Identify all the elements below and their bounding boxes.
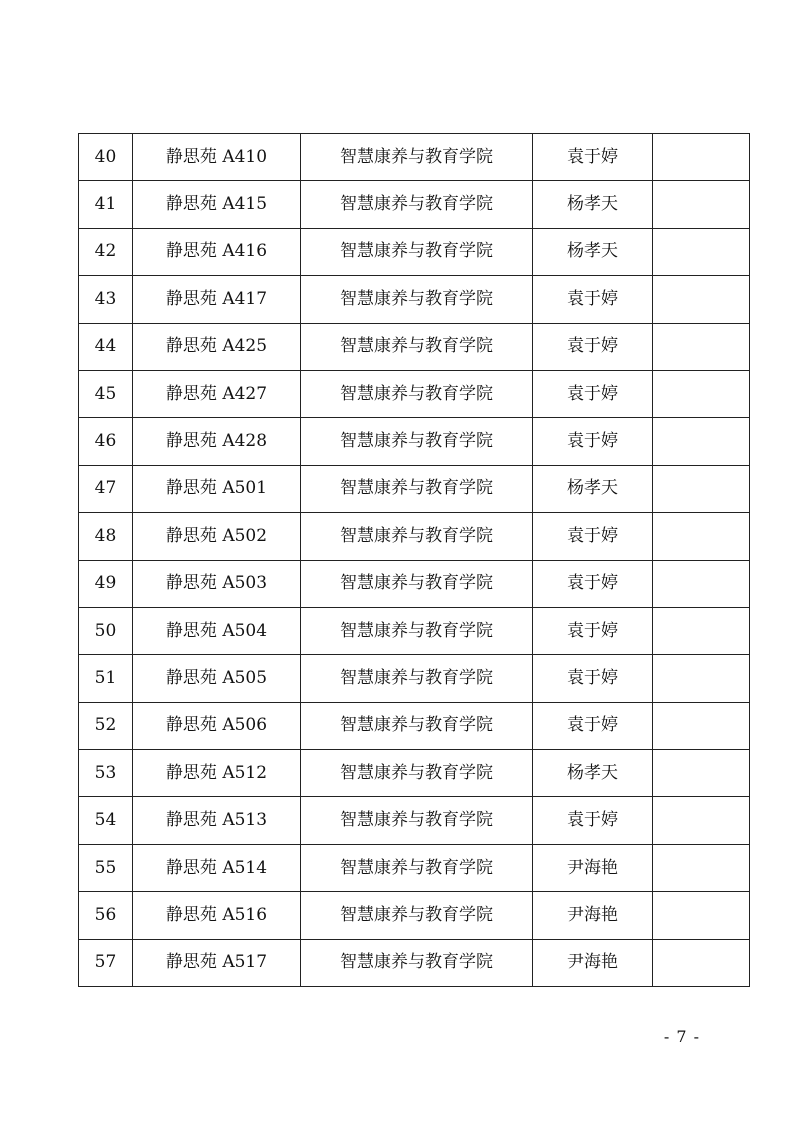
cell-number: 47 (79, 465, 133, 512)
cell-college: 智慧康养与教育学院 (301, 323, 533, 370)
cell-number: 44 (79, 323, 133, 370)
table-row (79, 939, 750, 986)
table-row (79, 134, 750, 181)
table-row (79, 276, 750, 323)
cell-person: 袁于婷 (533, 560, 653, 607)
page-number: - 7 - (663, 1027, 700, 1046)
table-row (79, 228, 750, 275)
cell-note (653, 560, 750, 607)
cell-college: 智慧康养与教育学院 (301, 465, 533, 512)
cell-number: 54 (79, 797, 133, 844)
cell-person: 尹海艳 (533, 844, 653, 891)
cell-note (653, 844, 750, 891)
cell-college: 智慧康养与教育学院 (301, 134, 533, 181)
cell-note (653, 702, 750, 749)
dormitory-table (78, 133, 750, 987)
cell-person: 袁于婷 (533, 418, 653, 465)
cell-room: 静思苑 A427 (133, 370, 301, 417)
cell-note (653, 465, 750, 512)
cell-college: 智慧康养与教育学院 (301, 892, 533, 939)
table-row (79, 560, 750, 607)
table-row (79, 844, 750, 891)
cell-college: 智慧康养与教育学院 (301, 844, 533, 891)
cell-college: 智慧康养与教育学院 (301, 228, 533, 275)
cell-person: 袁于婷 (533, 370, 653, 417)
cell-number: 53 (79, 750, 133, 797)
table-row (79, 607, 750, 654)
cell-person: 袁于婷 (533, 513, 653, 560)
cell-person: 袁于婷 (533, 134, 653, 181)
cell-number: 52 (79, 702, 133, 749)
table-row (79, 181, 750, 228)
cell-college: 智慧康养与教育学院 (301, 513, 533, 560)
cell-person: 袁于婷 (533, 702, 653, 749)
cell-college: 智慧康养与教育学院 (301, 750, 533, 797)
cell-number: 48 (79, 513, 133, 560)
cell-person: 杨孝天 (533, 465, 653, 512)
table-row (79, 702, 750, 749)
table-row (79, 797, 750, 844)
cell-note (653, 892, 750, 939)
cell-number: 57 (79, 939, 133, 986)
cell-person: 袁于婷 (533, 323, 653, 370)
cell-room: 静思苑 A410 (133, 134, 301, 181)
table-row (79, 323, 750, 370)
table-body (79, 134, 750, 987)
cell-college: 智慧康养与教育学院 (301, 655, 533, 702)
cell-number: 55 (79, 844, 133, 891)
cell-person: 袁于婷 (533, 276, 653, 323)
cell-college: 智慧康养与教育学院 (301, 370, 533, 417)
cell-college: 智慧康养与教育学院 (301, 797, 533, 844)
cell-room: 静思苑 A504 (133, 607, 301, 654)
cell-number: 40 (79, 134, 133, 181)
cell-note (653, 939, 750, 986)
cell-college: 智慧康养与教育学院 (301, 418, 533, 465)
cell-note (653, 607, 750, 654)
cell-room: 静思苑 A417 (133, 276, 301, 323)
cell-room: 静思苑 A415 (133, 181, 301, 228)
cell-number: 45 (79, 370, 133, 417)
table-row (79, 892, 750, 939)
cell-person: 杨孝天 (533, 750, 653, 797)
cell-note (653, 323, 750, 370)
cell-note (653, 797, 750, 844)
cell-person: 尹海艳 (533, 892, 653, 939)
cell-note (653, 134, 750, 181)
cell-room: 静思苑 A513 (133, 797, 301, 844)
cell-number: 42 (79, 228, 133, 275)
table-row (79, 370, 750, 417)
cell-note (653, 228, 750, 275)
cell-note (653, 513, 750, 560)
table-row (79, 655, 750, 702)
cell-college: 智慧康养与教育学院 (301, 560, 533, 607)
cell-number: 41 (79, 181, 133, 228)
cell-college: 智慧康养与教育学院 (301, 276, 533, 323)
cell-number: 46 (79, 418, 133, 465)
cell-room: 静思苑 A501 (133, 465, 301, 512)
cell-note (653, 418, 750, 465)
cell-note (653, 750, 750, 797)
cell-note (653, 276, 750, 323)
cell-number: 49 (79, 560, 133, 607)
cell-room: 静思苑 A503 (133, 560, 301, 607)
cell-room: 静思苑 A506 (133, 702, 301, 749)
table-row (79, 513, 750, 560)
table-row (79, 750, 750, 797)
cell-number: 56 (79, 892, 133, 939)
cell-number: 51 (79, 655, 133, 702)
cell-room: 静思苑 A505 (133, 655, 301, 702)
cell-room: 静思苑 A516 (133, 892, 301, 939)
table-row (79, 418, 750, 465)
cell-number: 50 (79, 607, 133, 654)
cell-college: 智慧康养与教育学院 (301, 607, 533, 654)
cell-room: 静思苑 A517 (133, 939, 301, 986)
cell-person: 杨孝天 (533, 181, 653, 228)
cell-room: 静思苑 A416 (133, 228, 301, 275)
cell-room: 静思苑 A512 (133, 750, 301, 797)
cell-note (653, 370, 750, 417)
cell-college: 智慧康养与教育学院 (301, 702, 533, 749)
cell-room: 静思苑 A514 (133, 844, 301, 891)
cell-college: 智慧康养与教育学院 (301, 181, 533, 228)
cell-number: 43 (79, 276, 133, 323)
table-row (79, 465, 750, 512)
cell-room: 静思苑 A425 (133, 323, 301, 370)
cell-college: 智慧康养与教育学院 (301, 939, 533, 986)
cell-person: 袁于婷 (533, 655, 653, 702)
cell-person: 袁于婷 (533, 797, 653, 844)
cell-note (653, 181, 750, 228)
cell-room: 静思苑 A428 (133, 418, 301, 465)
cell-person: 杨孝天 (533, 228, 653, 275)
cell-note (653, 655, 750, 702)
cell-person: 袁于婷 (533, 607, 653, 654)
cell-room: 静思苑 A502 (133, 513, 301, 560)
cell-person: 尹海艳 (533, 939, 653, 986)
